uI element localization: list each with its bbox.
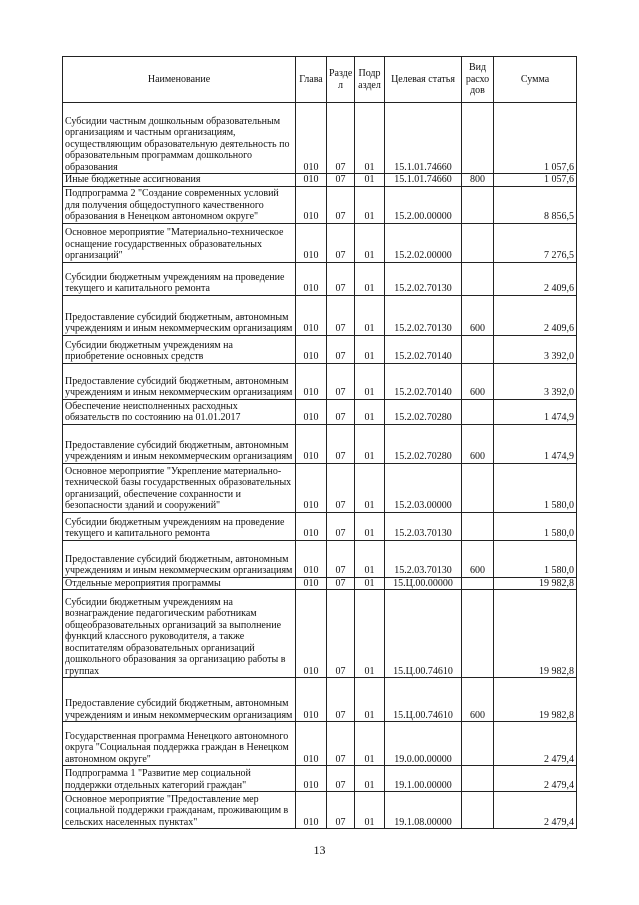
table-row <box>63 262 577 295</box>
row-target: 15.Ц.00.00000 <box>385 577 462 590</box>
row-section: 07 <box>327 103 355 174</box>
row-target: 15.2.02.00000 <box>385 223 462 262</box>
row-name: Государственная программа Ненецкого автономного округа "Социальная поддержка граждан в Ненецком автономном округе" <box>63 722 296 766</box>
row-section: 07 <box>327 678 355 722</box>
row-section: 07 <box>327 335 355 363</box>
row-chapter: 010 <box>296 335 327 363</box>
header-target: Целевая статья <box>385 57 462 103</box>
row-expense-type <box>462 223 494 262</box>
row-subsection: 01 <box>355 174 385 187</box>
row-expense-type <box>462 262 494 295</box>
row-amount: 3 392,0 <box>494 335 577 363</box>
row-name: Предоставление субсидий бюджетным, автономным учреждениям и иным некоммерческим организациям <box>63 295 296 335</box>
row-subsection: 01 <box>355 223 385 262</box>
row-amount: 1 580,0 <box>494 540 577 577</box>
row-subsection: 01 <box>355 335 385 363</box>
row-name: Субсидии бюджетным учреждениям на приобретение основных средств <box>63 335 296 363</box>
row-amount: 1 057,6 <box>494 174 577 187</box>
table-row <box>63 590 577 678</box>
row-section: 07 <box>327 223 355 262</box>
row-chapter: 010 <box>296 186 327 223</box>
row-subsection: 01 <box>355 577 385 590</box>
row-name: Подпрограмма 2 "Создание современных условий для получения общедоступного качественного образования в Ненецком автономном округе" <box>63 186 296 223</box>
row-section: 07 <box>327 186 355 223</box>
row-section: 07 <box>327 512 355 540</box>
row-subsection: 01 <box>355 678 385 722</box>
row-name: Предоставление субсидий бюджетным, автономным учреждениям и иным некоммерческим организациям <box>63 678 296 722</box>
row-chapter: 010 <box>296 424 327 463</box>
row-expense-type <box>462 512 494 540</box>
row-target: 15.2.02.70130 <box>385 262 462 295</box>
row-chapter: 010 <box>296 262 327 295</box>
row-subsection: 01 <box>355 295 385 335</box>
row-amount: 8 856,5 <box>494 186 577 223</box>
row-expense-type <box>462 103 494 174</box>
row-name: Иные бюджетные ассигнования <box>63 174 296 187</box>
row-amount: 2 409,6 <box>494 295 577 335</box>
row-name: Предоставление субсидий бюджетным, автономным учреждениям и иным некоммерческим организациям <box>63 540 296 577</box>
row-amount: 2 479,4 <box>494 722 577 766</box>
row-section: 07 <box>327 363 355 399</box>
table-row <box>63 722 577 766</box>
row-expense-type <box>462 722 494 766</box>
row-amount: 2 479,4 <box>494 792 577 829</box>
row-chapter: 010 <box>296 174 327 187</box>
table-row <box>63 577 577 590</box>
header-amount: Сумма <box>494 57 577 103</box>
row-name: Обеспечение неисполненных расходных обязательств по состоянию на 01.01.2017 <box>63 399 296 424</box>
row-name: Субсидии частным дошкольным образовательным организациям и частным организациям, осуществляющим образовательную деятельность по образовательным программам дошкольного образования <box>63 103 296 174</box>
table-row <box>63 424 577 463</box>
row-chapter: 010 <box>296 399 327 424</box>
row-target: 15.2.03.00000 <box>385 463 462 512</box>
row-name: Основное мероприятие "Укрепление материально-технической базы государственных образовательных организаций, обеспечение сохранности и безопасности зданий и сооружений" <box>63 463 296 512</box>
row-subsection: 01 <box>355 186 385 223</box>
row-section: 07 <box>327 792 355 829</box>
table-row <box>63 540 577 577</box>
row-target: 15.1.01.74660 <box>385 103 462 174</box>
row-chapter: 010 <box>296 223 327 262</box>
table-row <box>63 174 577 187</box>
row-section: 07 <box>327 722 355 766</box>
row-expense-type <box>462 792 494 829</box>
row-expense-type: 800 <box>462 174 494 187</box>
header-section: Разде л <box>327 57 355 103</box>
header-chapter: Глава <box>296 57 327 103</box>
row-amount: 7 276,5 <box>494 223 577 262</box>
row-chapter: 010 <box>296 512 327 540</box>
table-row <box>63 678 577 722</box>
table-row <box>63 335 577 363</box>
row-amount: 3 392,0 <box>494 363 577 399</box>
table-header-row <box>63 57 577 103</box>
row-amount: 1 580,0 <box>494 512 577 540</box>
table-row <box>63 223 577 262</box>
row-expense-type <box>462 399 494 424</box>
row-amount: 1 057,6 <box>494 103 577 174</box>
row-target: 15.2.03.70130 <box>385 540 462 577</box>
row-subsection: 01 <box>355 262 385 295</box>
row-amount: 2 479,4 <box>494 766 577 792</box>
row-chapter: 010 <box>296 363 327 399</box>
table-row <box>63 399 577 424</box>
row-name: Предоставление субсидий бюджетным, автономным учреждениям и иным некоммерческим организациям <box>63 424 296 463</box>
row-name: Предоставление субсидий бюджетным, автономным учреждениям и иным некоммерческим организациям <box>63 363 296 399</box>
row-subsection: 01 <box>355 363 385 399</box>
row-expense-type <box>462 186 494 223</box>
row-target: 19.1.00.00000 <box>385 766 462 792</box>
row-name: Основное мероприятие "Материально-техническое оснащение государственных образовательных организаций" <box>63 223 296 262</box>
table-row <box>63 792 577 829</box>
row-subsection: 01 <box>355 590 385 678</box>
row-section: 07 <box>327 766 355 792</box>
row-expense-type <box>462 590 494 678</box>
row-subsection: 01 <box>355 792 385 829</box>
row-expense-type <box>462 577 494 590</box>
row-target: 15.2.02.70130 <box>385 295 462 335</box>
row-expense-type: 600 <box>462 540 494 577</box>
row-target: 15.2.02.70140 <box>385 363 462 399</box>
page-number: 13 <box>313 843 326 857</box>
row-expense-type <box>462 463 494 512</box>
row-target: 15.1.01.74660 <box>385 174 462 187</box>
row-section: 07 <box>327 399 355 424</box>
row-amount: 1 474,9 <box>494 399 577 424</box>
row-chapter: 010 <box>296 722 327 766</box>
row-target: 15.2.02.70140 <box>385 335 462 363</box>
row-subsection: 01 <box>355 766 385 792</box>
row-target: 19.1.08.00000 <box>385 792 462 829</box>
row-expense-type: 600 <box>462 295 494 335</box>
row-target: 15.2.00.00000 <box>385 186 462 223</box>
row-section: 07 <box>327 463 355 512</box>
row-subsection: 01 <box>355 424 385 463</box>
row-name: Отдельные мероприятия программы <box>63 577 296 590</box>
row-expense-type <box>462 766 494 792</box>
row-name: Субсидии бюджетным учреждениям на вознаграждение педагогическим работникам общеобразовательных организаций за выполнение функций классного руководителя, а также воспитателям образовательных организаций дошкольного образования за организацию работы в группах <box>63 590 296 678</box>
row-target: 15.Ц.00.74610 <box>385 590 462 678</box>
row-section: 07 <box>327 590 355 678</box>
row-subsection: 01 <box>355 512 385 540</box>
row-subsection: 01 <box>355 540 385 577</box>
row-amount: 2 409,6 <box>494 262 577 295</box>
row-section: 07 <box>327 577 355 590</box>
row-chapter: 010 <box>296 295 327 335</box>
row-amount: 19 982,8 <box>494 590 577 678</box>
row-subsection: 01 <box>355 399 385 424</box>
row-target: 15.2.02.70280 <box>385 399 462 424</box>
row-expense-type: 600 <box>462 424 494 463</box>
row-section: 07 <box>327 295 355 335</box>
row-subsection: 01 <box>355 463 385 512</box>
budget-table <box>62 56 577 829</box>
row-subsection: 01 <box>355 722 385 766</box>
row-subsection: 01 <box>355 103 385 174</box>
row-chapter: 010 <box>296 792 327 829</box>
table-row <box>63 463 577 512</box>
table-row <box>63 295 577 335</box>
row-section: 07 <box>327 540 355 577</box>
header-expense-type: Вид расхо дов <box>462 57 494 103</box>
row-target: 15.2.02.70280 <box>385 424 462 463</box>
row-section: 07 <box>327 174 355 187</box>
row-amount: 1 580,0 <box>494 463 577 512</box>
row-chapter: 010 <box>296 678 327 722</box>
table-row <box>63 512 577 540</box>
table-row <box>63 186 577 223</box>
row-chapter: 010 <box>296 766 327 792</box>
row-name: Субсидии бюджетным учреждениям на проведение текущего и капитального ремонта <box>63 262 296 295</box>
row-amount: 19 982,8 <box>494 678 577 722</box>
table-row <box>63 103 577 174</box>
row-amount: 19 982,8 <box>494 577 577 590</box>
row-expense-type: 600 <box>462 678 494 722</box>
row-name: Основное мероприятие "Предоставление мер социальной поддержки гражданам, проживающим в сельских населенных пунктах" <box>63 792 296 829</box>
row-chapter: 010 <box>296 540 327 577</box>
header-subsection: Подр аздел <box>355 57 385 103</box>
row-section: 07 <box>327 262 355 295</box>
row-name: Подпрограмма 1 "Развитие мер социальной поддержки отдельных категорий граждан" <box>63 766 296 792</box>
row-expense-type <box>462 335 494 363</box>
row-chapter: 010 <box>296 463 327 512</box>
row-expense-type: 600 <box>462 363 494 399</box>
row-name: Субсидии бюджетным учреждениям на проведение текущего и капитального ремонта <box>63 512 296 540</box>
row-chapter: 010 <box>296 590 327 678</box>
header-name: Наименование <box>63 57 296 103</box>
row-amount: 1 474,9 <box>494 424 577 463</box>
table-row <box>63 363 577 399</box>
row-section: 07 <box>327 424 355 463</box>
row-chapter: 010 <box>296 103 327 174</box>
row-target: 15.2.03.70130 <box>385 512 462 540</box>
table-row <box>63 766 577 792</box>
row-target: 19.0.00.00000 <box>385 722 462 766</box>
row-target: 15.Ц.00.74610 <box>385 678 462 722</box>
row-chapter: 010 <box>296 577 327 590</box>
